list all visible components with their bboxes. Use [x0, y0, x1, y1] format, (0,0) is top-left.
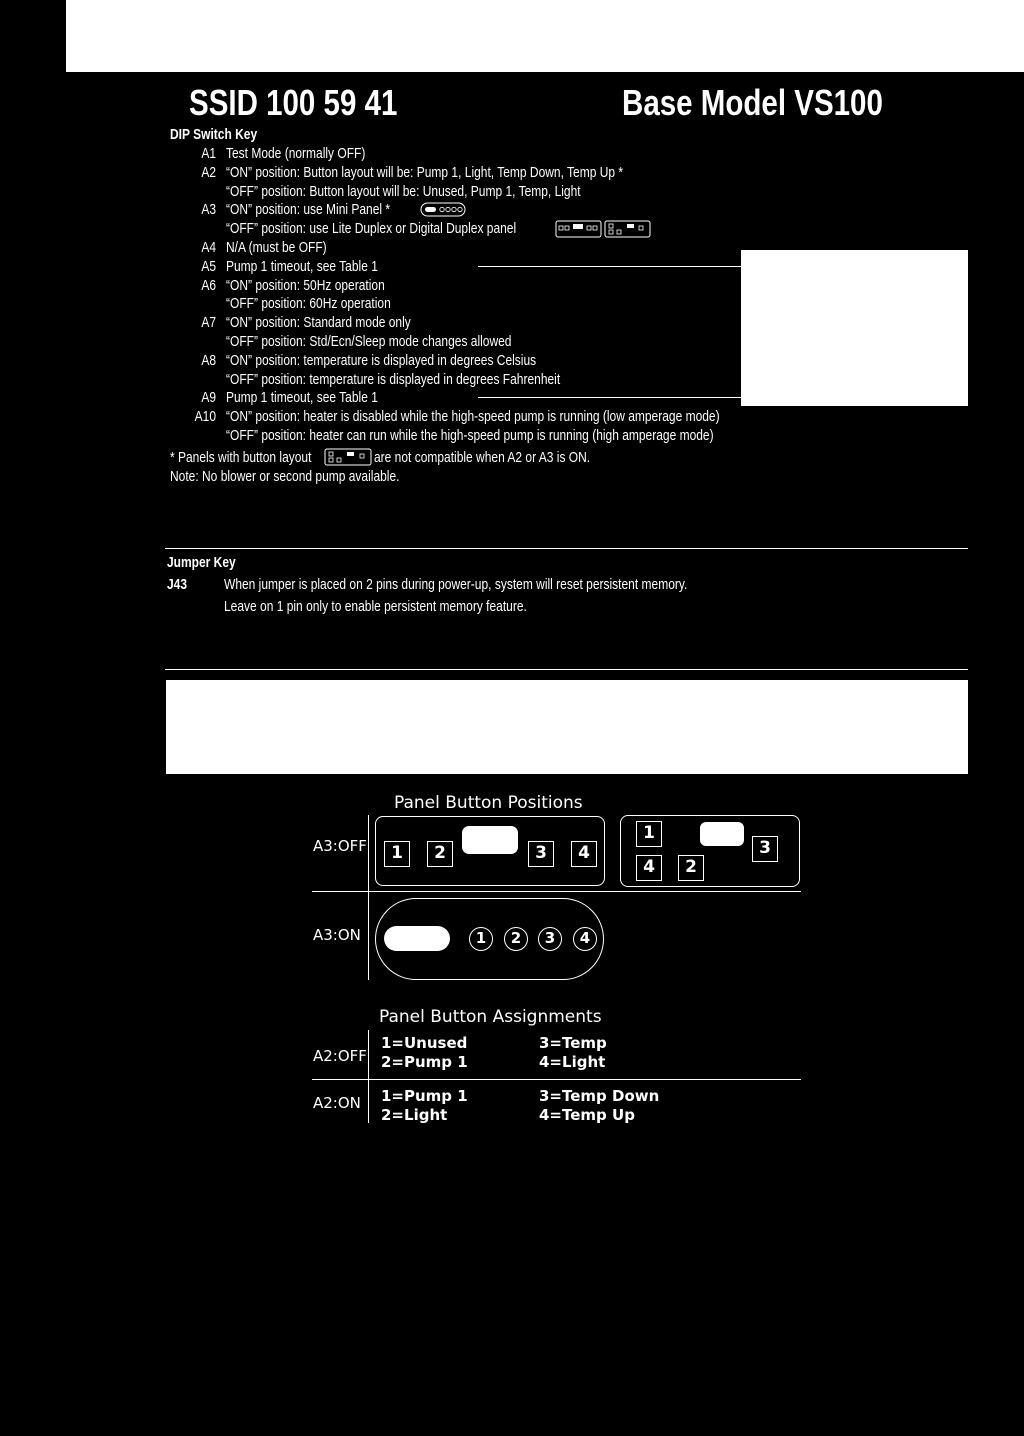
dip-code: A10 — [194, 408, 216, 426]
dip-code: A7 — [201, 314, 216, 332]
leader-line-a5 — [478, 266, 741, 267]
dip-description: “ON” position: temperature is displayed in degrees Celsius — [226, 351, 537, 369]
duplex-panel-icons — [555, 220, 651, 239]
jumper-line-1: When jumper is placed on 2 pins during power-up, system will reset persistent memory. — [224, 576, 688, 593]
dip-code: A3 — [201, 201, 216, 219]
jumper-code: J43 — [167, 576, 188, 593]
note-no-blower: Note: No blower or second pump available. — [170, 468, 400, 485]
dip-description: “ON” position: heater is disabled while the high-speed pump is running (low amperage mode) — [226, 408, 720, 426]
positions-vertical-rule — [368, 815, 369, 980]
header-bar — [66, 0, 1024, 72]
mini-button-2: 2 — [504, 927, 528, 951]
dip-description: “ON” position: use Mini Panel * — [226, 201, 391, 219]
duplex1-display — [462, 826, 518, 854]
model-title: Base Model VS100 — [622, 82, 883, 123]
lite-duplex-panel — [375, 816, 605, 886]
dip-code: A8 — [201, 351, 216, 369]
a2-off-label: A2:OFF — [313, 1047, 367, 1065]
dip-code: A6 — [201, 276, 216, 294]
jumper-divider — [165, 548, 968, 549]
jumper-line-2: Leave on 1 pin only to enable persistent memory feature. — [224, 598, 527, 615]
mini-button-3: 3 — [538, 927, 562, 951]
section-banner — [166, 680, 968, 774]
positions-horizontal-rule — [312, 891, 801, 892]
panel-positions-title: Panel Button Positions — [394, 793, 583, 813]
dip-switch-key-heading: DIP Switch Key — [170, 126, 258, 143]
dip-code: A1 — [201, 145, 216, 162]
a2-off-button-3: 3=Temp — [539, 1034, 607, 1052]
panel-assignments-title: Panel Button Assignments — [379, 1007, 602, 1027]
assignments-vertical-rule — [368, 1030, 369, 1123]
assignments-horizontal-rule — [312, 1079, 801, 1080]
mini-panel-display — [384, 926, 450, 951]
a2-on-button-4: 4=Temp Up — [539, 1106, 635, 1124]
dip-description: Pump 1 timeout, see Table 1 — [226, 257, 378, 275]
dip-code: A2 — [201, 163, 216, 181]
a2-on-button-3: 3=Temp Down — [539, 1087, 660, 1105]
note-incompatible-b: are not compatible when A2 or A3 is ON. — [374, 449, 591, 466]
dip-description: “OFF” position: Button layout will be: Unused, Pump 1, Temp, Light — [226, 182, 581, 200]
duplex2-button-2: 2 — [678, 855, 704, 881]
dip-code: A4 — [201, 239, 216, 256]
mini-panel-icon — [420, 202, 466, 217]
ssid-title: SSID 100 59 41 — [189, 82, 398, 123]
incompatible-panel-icon — [324, 448, 372, 466]
dip-description: “OFF” position: 60Hz operation — [226, 295, 391, 313]
mini-button-1: 1 — [469, 927, 493, 951]
dip-description: N/A (must be OFF) — [226, 239, 327, 256]
duplex1-button-4: 4 — [571, 841, 597, 867]
duplex2-display — [700, 822, 744, 846]
mini-panel — [375, 898, 604, 980]
dip-description: “OFF” position: Std/Ecn/Sleep mode changes allowed — [226, 333, 512, 350]
dip-description: “ON” position: Button layout will be: Pump 1, Light, Temp Down, Temp Up * — [226, 163, 624, 181]
digital-duplex-panel — [620, 815, 800, 887]
a2-off-button-1: 1=Unused — [381, 1034, 468, 1052]
dip-description: Pump 1 timeout, see Table 1 — [226, 389, 378, 407]
duplex1-button-3: 3 — [528, 841, 554, 867]
dip-description: “OFF” position: use Lite Duplex or Digital Duplex panel — [226, 220, 517, 238]
a2-off-button-2: 2=Pump 1 — [381, 1053, 468, 1071]
note-incompatible-a: * Panels with button layout — [170, 449, 312, 466]
leader-line-a9 — [478, 397, 741, 398]
a2-on-button-2: 2=Light — [381, 1106, 448, 1124]
a2-on-label: A2:ON — [313, 1094, 361, 1112]
a3-on-label: A3:ON — [313, 926, 361, 944]
dip-description: Test Mode (normally OFF) — [226, 145, 366, 162]
duplex2-button-4: 4 — [636, 855, 662, 881]
duplex1-button-1: 1 — [384, 841, 410, 867]
a3-off-label: A3:OFF — [313, 837, 367, 855]
a2-off-button-4: 4=Light — [539, 1053, 606, 1071]
dip-code: A9 — [201, 389, 216, 407]
timeout-table-box — [741, 250, 968, 406]
duplex1-button-2: 2 — [427, 841, 453, 867]
duplex2-button-1: 1 — [636, 821, 662, 847]
dip-code: A5 — [201, 257, 216, 275]
mini-button-4: 4 — [573, 927, 597, 951]
section-divider — [165, 669, 968, 670]
dip-description: “ON” position: Standard mode only — [226, 314, 411, 332]
dip-description: “ON” position: 50Hz operation — [226, 276, 385, 294]
dip-description: “OFF” position: heater can run while the high-speed pump is running (high amperage mode) — [226, 427, 714, 444]
dip-description: “OFF” position: temperature is displayed in degrees Fahrenheit — [226, 370, 561, 388]
jumper-key-heading: Jumper Key — [167, 554, 236, 571]
duplex2-button-3: 3 — [752, 836, 778, 862]
a2-on-button-1: 1=Pump 1 — [381, 1087, 468, 1105]
